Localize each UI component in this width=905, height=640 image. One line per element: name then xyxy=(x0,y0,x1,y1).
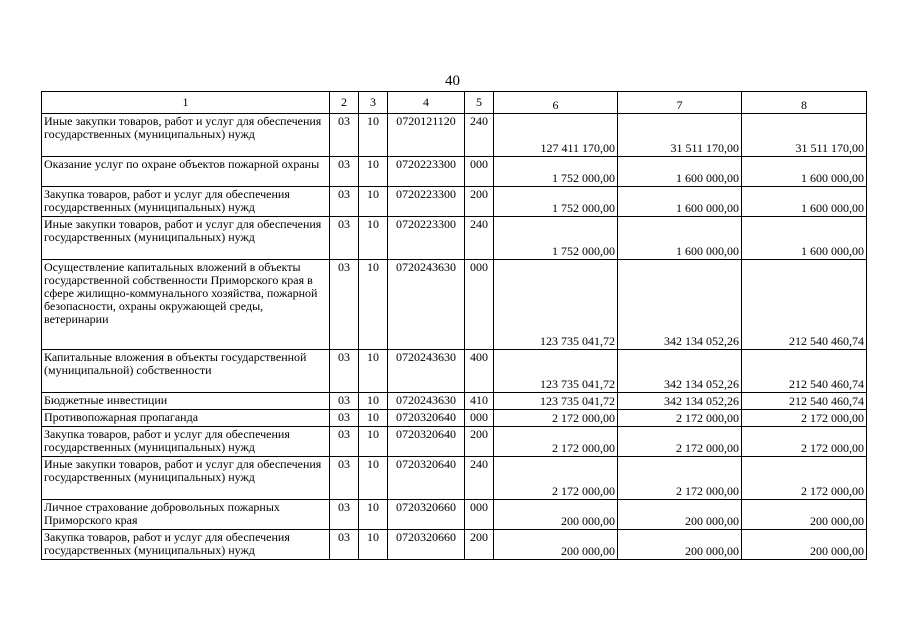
subsection-code-cell: 10 xyxy=(359,157,388,187)
amount-col8-cell: 1 600 000,00 xyxy=(742,187,867,217)
section-code-cell: 03 xyxy=(330,217,359,260)
amount-col8-cell: 212 540 460,74 xyxy=(742,260,867,350)
row-name-cell: Капитальные вложения в объекты государственной (муниципальной) собственности xyxy=(42,350,330,393)
expense-type-cell: 000 xyxy=(465,410,494,427)
amount-col7-cell: 1 600 000,00 xyxy=(618,157,742,187)
target-article-cell: 0720320640 xyxy=(388,410,465,427)
amount-col8-cell: 31 511 170,00 xyxy=(742,114,867,157)
amount-col6-cell: 200 000,00 xyxy=(494,500,618,530)
section-code-cell: 03 xyxy=(330,157,359,187)
row-name-cell: Иные закупки товаров, работ и услуг для обеспечения государственных (муниципальных) нужд xyxy=(42,114,330,157)
row-name-cell: Личное страхование добровольных пожарных Приморского края xyxy=(42,500,330,530)
section-code-cell: 03 xyxy=(330,260,359,350)
amount-col7-cell: 1 600 000,00 xyxy=(618,217,742,260)
table-row xyxy=(42,217,867,260)
expense-type-cell: 000 xyxy=(465,260,494,350)
amount-col7-cell: 2 172 000,00 xyxy=(618,457,742,500)
table-row xyxy=(42,410,867,427)
subsection-code-cell: 10 xyxy=(359,530,388,560)
amount-col7-cell: 200 000,00 xyxy=(618,530,742,560)
target-article-cell: 0720243630 xyxy=(388,260,465,350)
amount-col7-cell: 342 134 052,26 xyxy=(618,350,742,393)
table-row xyxy=(42,350,867,393)
page-number: 40 xyxy=(445,73,460,89)
table-row xyxy=(42,530,867,560)
subsection-code-cell: 10 xyxy=(359,350,388,393)
subsection-code-cell: 10 xyxy=(359,187,388,217)
amount-col7-cell: 342 134 052,26 xyxy=(618,393,742,410)
amount-col8-cell: 2 172 000,00 xyxy=(742,410,867,427)
expense-type-cell: 000 xyxy=(465,500,494,530)
amount-col7-cell: 2 172 000,00 xyxy=(618,427,742,457)
table-row xyxy=(42,393,867,410)
column-header: 8 xyxy=(742,92,867,114)
amount-col6-cell: 2 172 000,00 xyxy=(494,427,618,457)
section-code-cell: 03 xyxy=(330,410,359,427)
table-row xyxy=(42,187,867,217)
subsection-code-cell: 10 xyxy=(359,427,388,457)
column-header: 4 xyxy=(388,92,465,114)
amount-col7-cell: 2 172 000,00 xyxy=(618,410,742,427)
table-row xyxy=(42,500,867,530)
row-name-cell: Бюджетные инвестиции xyxy=(42,393,330,410)
subsection-code-cell: 10 xyxy=(359,393,388,410)
expense-type-cell: 200 xyxy=(465,530,494,560)
table-row xyxy=(42,114,867,157)
target-article-cell: 0720320640 xyxy=(388,427,465,457)
amount-col8-cell: 2 172 000,00 xyxy=(742,427,867,457)
subsection-code-cell: 10 xyxy=(359,410,388,427)
target-article-cell: 0720243630 xyxy=(388,393,465,410)
amount-col8-cell: 200 000,00 xyxy=(742,500,867,530)
amount-col8-cell: 212 540 460,74 xyxy=(742,393,867,410)
expense-type-cell: 400 xyxy=(465,350,494,393)
amount-col8-cell: 2 172 000,00 xyxy=(742,457,867,500)
target-article-cell: 0720223300 xyxy=(388,217,465,260)
amount-col8-cell: 200 000,00 xyxy=(742,530,867,560)
target-article-cell: 0720243630 xyxy=(388,350,465,393)
row-name-cell: Закупка товаров, работ и услуг для обеспечения государственных (муниципальных) нужд xyxy=(42,530,330,560)
amount-col8-cell: 212 540 460,74 xyxy=(742,350,867,393)
expense-type-cell: 240 xyxy=(465,457,494,500)
row-name-cell: Иные закупки товаров, работ и услуг для обеспечения государственных (муниципальных) нужд xyxy=(42,457,330,500)
amount-col8-cell: 1 600 000,00 xyxy=(742,157,867,187)
amount-col7-cell: 31 511 170,00 xyxy=(618,114,742,157)
table-row xyxy=(42,260,867,350)
section-code-cell: 03 xyxy=(330,393,359,410)
amount-col6-cell: 1 752 000,00 xyxy=(494,157,618,187)
section-code-cell: 03 xyxy=(330,114,359,157)
subsection-code-cell: 10 xyxy=(359,500,388,530)
amount-col6-cell: 2 172 000,00 xyxy=(494,457,618,500)
section-code-cell: 03 xyxy=(330,350,359,393)
amount-col7-cell: 342 134 052,26 xyxy=(618,260,742,350)
expense-type-cell: 200 xyxy=(465,427,494,457)
expense-type-cell: 200 xyxy=(465,187,494,217)
table-body xyxy=(42,92,867,560)
row-name-cell: Закупка товаров, работ и услуг для обеспечения государственных (муниципальных) нужд xyxy=(42,187,330,217)
section-code-cell: 03 xyxy=(330,187,359,217)
column-header: 1 xyxy=(42,92,330,114)
table-row xyxy=(42,157,867,187)
subsection-code-cell: 10 xyxy=(359,114,388,157)
column-header: 6 xyxy=(494,92,618,114)
amount-col6-cell: 1 752 000,00 xyxy=(494,217,618,260)
column-header: 7 xyxy=(618,92,742,114)
column-header: 3 xyxy=(359,92,388,114)
section-code-cell: 03 xyxy=(330,457,359,500)
table-row xyxy=(42,427,867,457)
row-name-cell: Закупка товаров, работ и услуг для обеспечения государственных (муниципальных) нужд xyxy=(42,427,330,457)
target-article-cell: 0720320660 xyxy=(388,530,465,560)
expense-type-cell: 240 xyxy=(465,114,494,157)
amount-col6-cell: 123 735 041,72 xyxy=(494,260,618,350)
amount-col6-cell: 123 735 041,72 xyxy=(494,393,618,410)
row-name-cell: Осуществление капитальных вложений в объекты государственной собственности Приморского края в сфере жилищно-коммунального хозяйства, пожарной безопасности, охраны окружающей среды, ветеринарии xyxy=(42,260,330,350)
target-article-cell: 0720223300 xyxy=(388,187,465,217)
target-article-cell: 0720320660 xyxy=(388,500,465,530)
row-name-cell: Противопожарная пропаганда xyxy=(42,410,330,427)
subsection-code-cell: 10 xyxy=(359,217,388,260)
target-article-cell: 0720223300 xyxy=(388,157,465,187)
target-article-cell: 0720121120 xyxy=(388,114,465,157)
target-article-cell: 0720320640 xyxy=(388,457,465,500)
table-header-row xyxy=(42,92,867,114)
amount-col6-cell: 1 752 000,00 xyxy=(494,187,618,217)
expense-type-cell: 240 xyxy=(465,217,494,260)
amount-col7-cell: 200 000,00 xyxy=(618,500,742,530)
amount-col7-cell: 1 600 000,00 xyxy=(618,187,742,217)
budget-table xyxy=(41,91,867,560)
amount-col6-cell: 200 000,00 xyxy=(494,530,618,560)
row-name-cell: Иные закупки товаров, работ и услуг для обеспечения государственных (муниципальных) нужд xyxy=(42,217,330,260)
column-header: 5 xyxy=(465,92,494,114)
row-name-cell: Оказание услуг по охране объектов пожарной охраны xyxy=(42,157,330,187)
column-header: 2 xyxy=(330,92,359,114)
subsection-code-cell: 10 xyxy=(359,457,388,500)
section-code-cell: 03 xyxy=(330,500,359,530)
section-code-cell: 03 xyxy=(330,427,359,457)
amount-col6-cell: 127 411 170,00 xyxy=(494,114,618,157)
amount-col6-cell: 123 735 041,72 xyxy=(494,350,618,393)
section-code-cell: 03 xyxy=(330,530,359,560)
amount-col6-cell: 2 172 000,00 xyxy=(494,410,618,427)
expense-type-cell: 000 xyxy=(465,157,494,187)
table-row xyxy=(42,457,867,500)
subsection-code-cell: 10 xyxy=(359,260,388,350)
amount-col8-cell: 1 600 000,00 xyxy=(742,217,867,260)
expense-type-cell: 410 xyxy=(465,393,494,410)
